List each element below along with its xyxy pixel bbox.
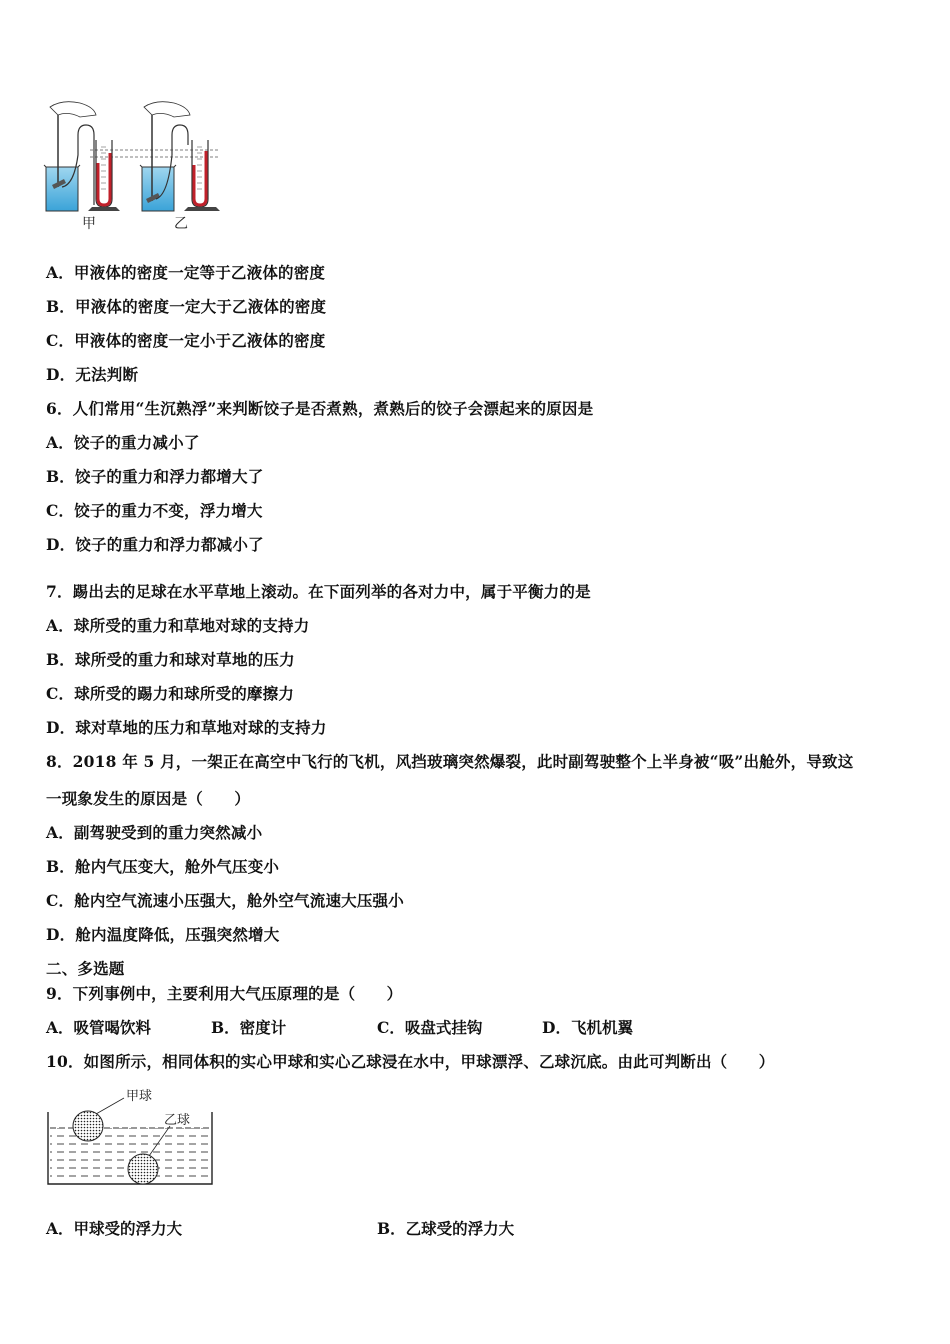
gauge-jia — [44, 102, 120, 211]
pressure-gauge-figure — [40, 95, 240, 235]
ball-jia — [73, 1111, 103, 1141]
ball-yi — [128, 1154, 158, 1184]
q9-option-b: B．密度计 — [211, 1018, 287, 1037]
q8-stem-line2: 一现象发生的原因是（ ） — [46, 789, 251, 808]
floating-balls-figure — [44, 1084, 220, 1190]
section-title: 二、多选题 — [46, 959, 125, 978]
label-ball-yi: 乙球 — [164, 1113, 191, 1128]
label-ball-jia: 甲球 — [126, 1089, 153, 1104]
q7-option-c: C．球所受的踢力和球所受的摩擦力 — [46, 684, 295, 703]
q6-option-c: C．饺子的重力不变，浮力增大 — [46, 501, 263, 520]
q6-option-d: D．饺子的重力和浮力都减小了 — [46, 535, 264, 554]
q10-stem: 10．如图所示，相同体积的实心甲球和实心乙球浸在水中，甲球漂浮、乙球沉底。由此可判断出（ ） — [46, 1052, 775, 1071]
q9-option-d: D．飞机机翼 — [542, 1018, 633, 1037]
q6-option-a: A．饺子的重力减小了 — [46, 433, 200, 452]
q8-option-d: D．舱内温度降低，压强突然增大 — [46, 925, 280, 944]
q9-option-c: C．吸盘式挂钩 — [377, 1018, 483, 1037]
q8-stem-line1: 8．2018 年 5 月，一架正在高空中飞行的飞机，风挡玻璃突然爆裂，此时副驾驶整个上半身被“吸”出舱外，导致这 — [46, 752, 854, 771]
label-jia: 甲 — [82, 216, 96, 232]
q6-stem: 6．人们常用“生沉熟浮”来判断饺子是否煮熟，煮熟后的饺子会漂起来的原因是 — [46, 399, 594, 418]
q6-option-b: B．饺子的重力和浮力都增大了 — [46, 467, 264, 486]
q9-option-a: A．吸管喝饮料 — [46, 1018, 152, 1037]
q10-option-a: A．甲球受的浮力大 — [46, 1219, 183, 1238]
q5-option-d: D．无法判断 — [46, 365, 139, 384]
q8-option-c: C．舱内空气流速小压强大，舱外空气流速大压强小 — [46, 891, 404, 910]
q5-option-b: B．甲液体的密度一定大于乙液体的密度 — [46, 297, 327, 316]
q7-option-d: D．球对草地的压力和草地对球的支持力 — [46, 718, 327, 737]
q7-option-a: A．球所受的重力和草地对球的支持力 — [46, 616, 310, 635]
q8-option-b: B．舱内气压变大，舱外气压变小 — [46, 857, 280, 876]
q8-option-a: A．副驾驶受到的重力突然减小 — [46, 823, 263, 842]
q10-option-b: B．乙球受的浮力大 — [377, 1219, 515, 1238]
label-yi: 乙 — [174, 216, 188, 232]
q5-option-c: C．甲液体的密度一定小于乙液体的密度 — [46, 331, 326, 350]
q7-stem: 7．踢出去的足球在水平草地上滚动。在下面列举的各对力中，属于平衡力的是 — [46, 582, 591, 601]
gauge-yi — [140, 102, 220, 211]
q5-option-a: A．甲液体的密度一定等于乙液体的密度 — [46, 263, 326, 282]
q9-stem: 9．下列事例中，主要利用大气压原理的是（ ） — [46, 984, 403, 1003]
q7-option-b: B．球所受的重力和球对草地的压力 — [46, 650, 295, 669]
